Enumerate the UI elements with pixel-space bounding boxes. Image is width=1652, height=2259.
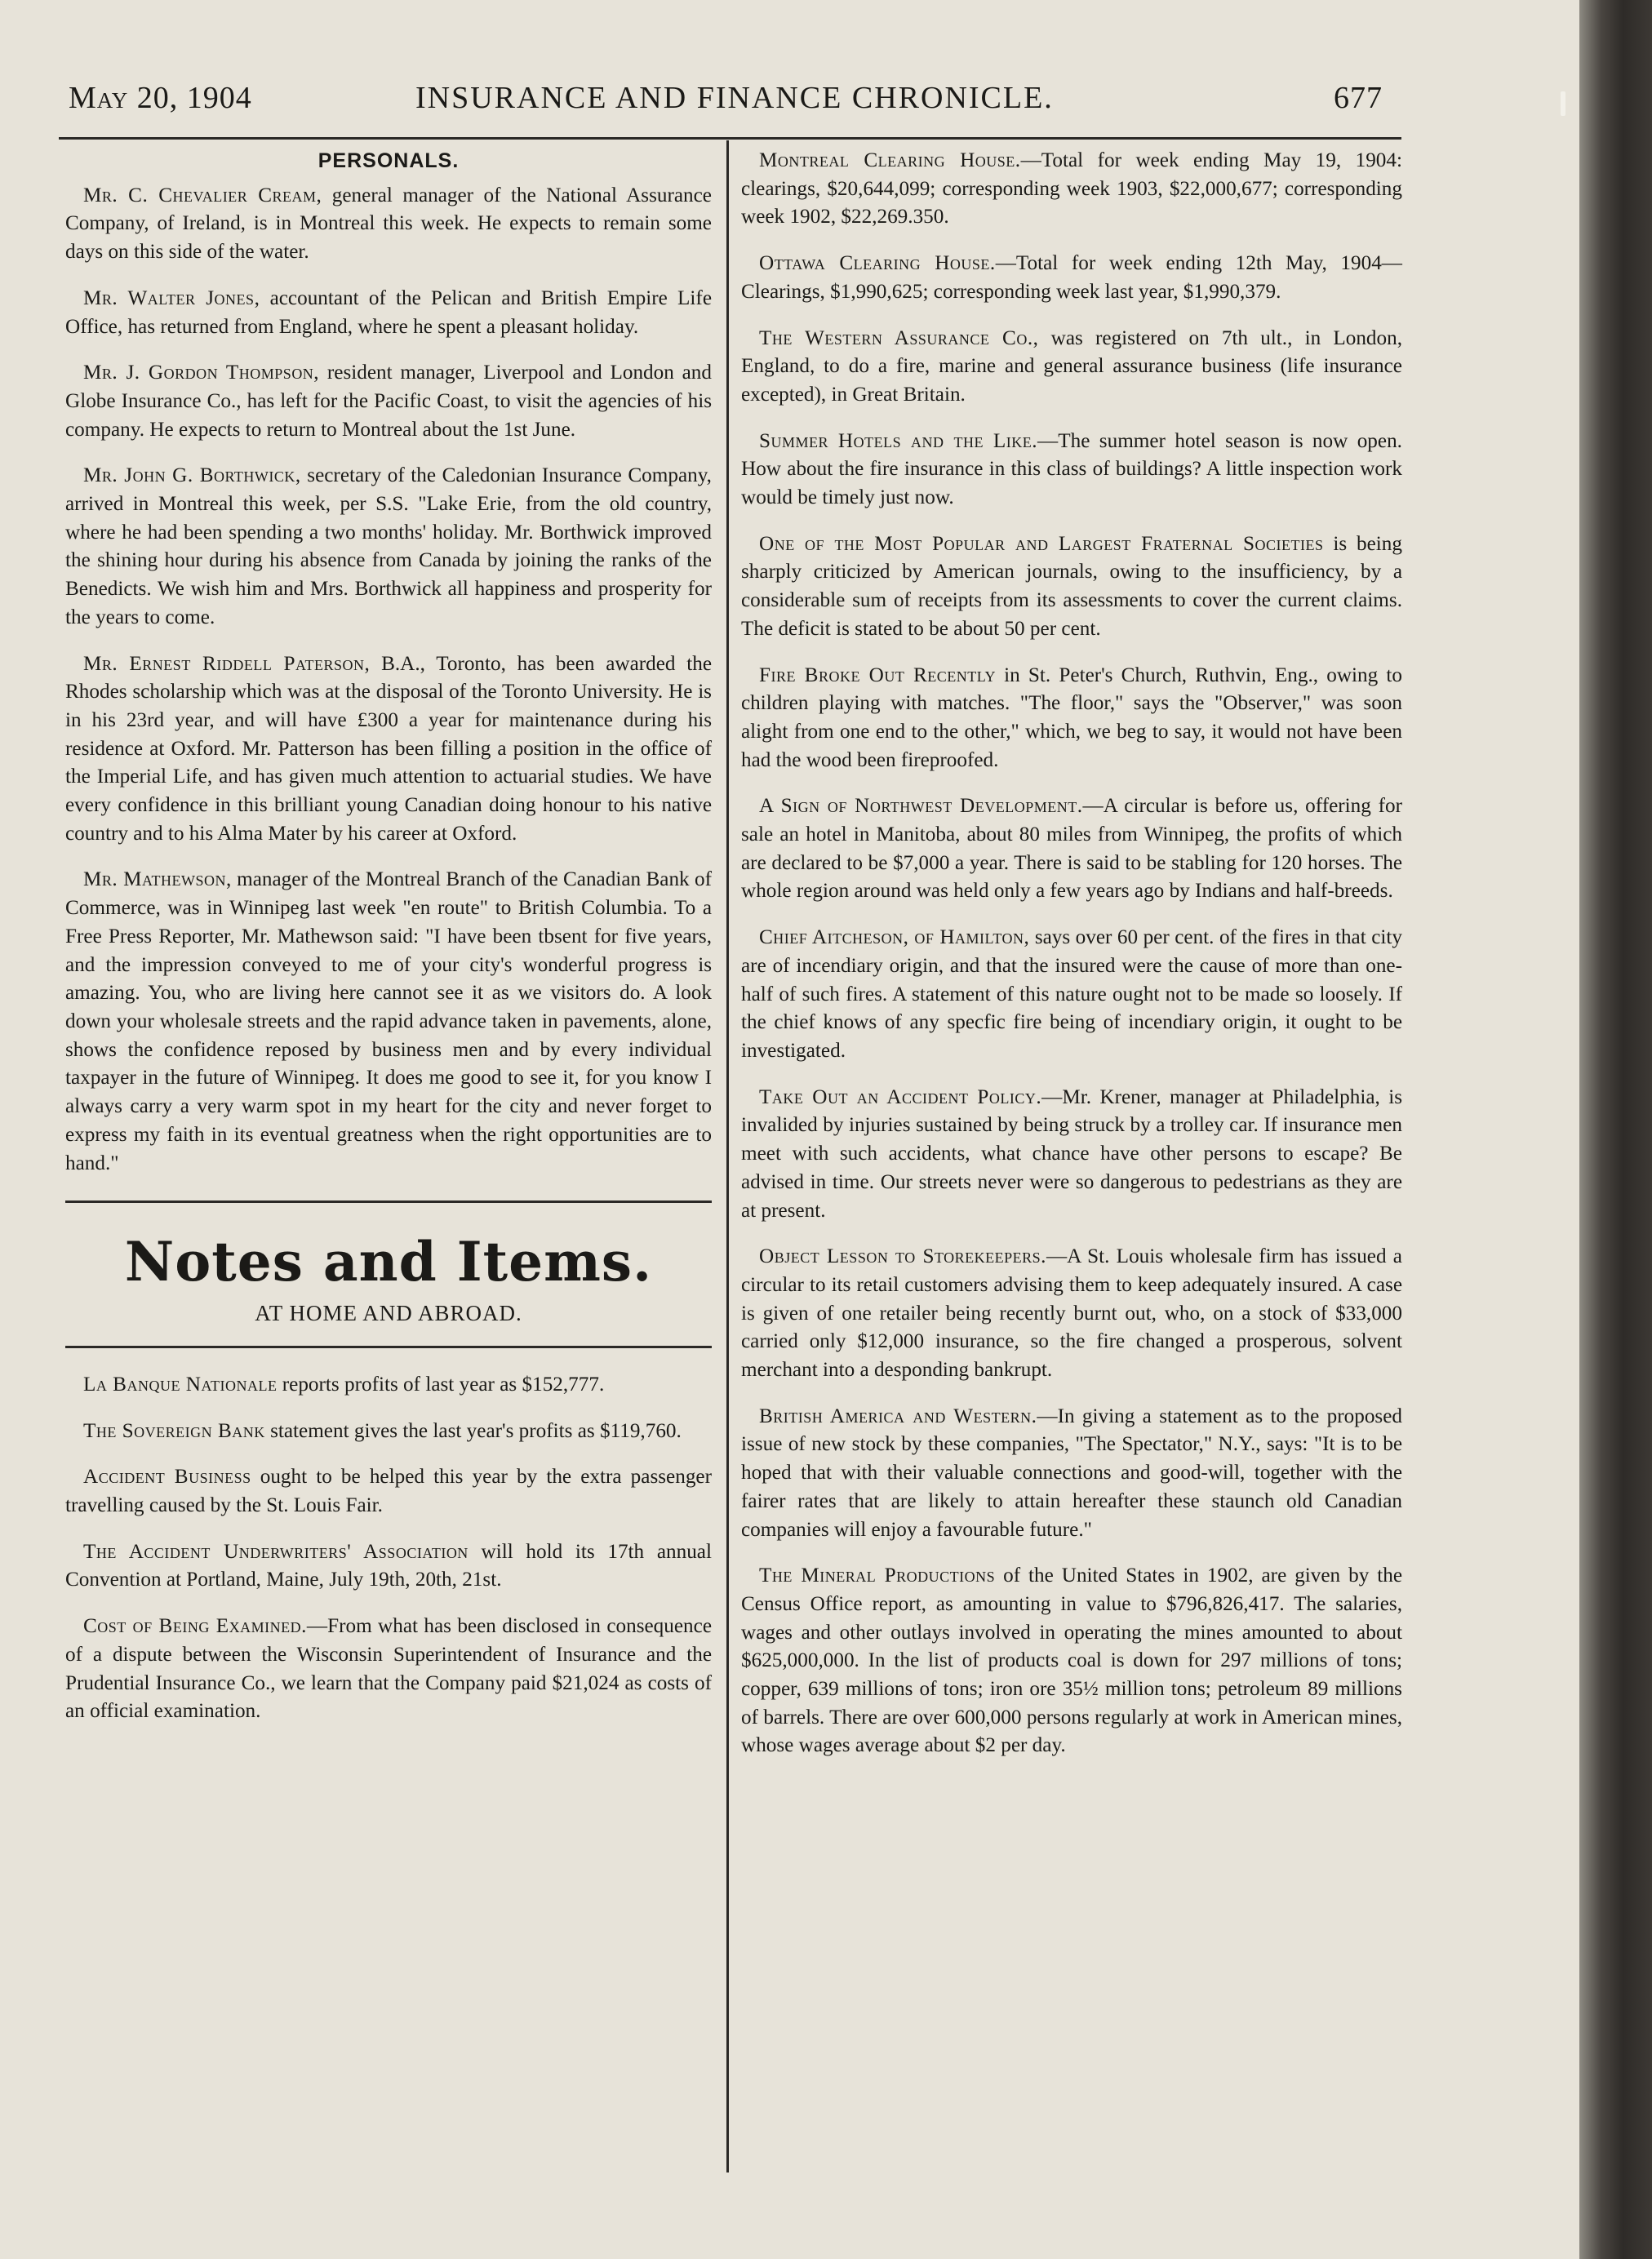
article-paragraph bbox=[65, 359, 712, 444]
item-body: will hold its 17th annual Convention at Portland, Maine, July 19th, 20th, 21st. bbox=[65, 1540, 712, 1591]
item-lead: The Accident Underwriters' Association bbox=[83, 1540, 469, 1563]
notes-heading: Notes and Items. bbox=[124, 1230, 653, 1294]
item-lead: The Mineral Productions bbox=[759, 1564, 996, 1587]
item-body: —A St. Louis wholesale firm has issued a circular to its retail customers advising them to keep adequately insured. A case is given of one retailer being recently burnt out, who, on a stock of $33,000 carried only $12,000 insurance, so the fire changed a prosperous, solvent merchant into a desponding bankrupt. bbox=[741, 1245, 1402, 1382]
publication-title: INSURANCE AND FINANCE CHRONICLE. bbox=[415, 81, 1054, 115]
personals-heading: PERSONALS. bbox=[318, 149, 460, 172]
page-header bbox=[69, 80, 1383, 121]
paragraph-body: manager of the Montreal Branch of the Canadian Bank of Commerce, was in Winnipeg last week "en route" to British Columbia. To a Free Press Reporter, Mr. Mathewson said: "I have been tbsent for five years, and the impression conveyed to me of your city's wonderful progress is amazing. You, who are living here cannot see it as we visitors do. A look down your wholesale streets and the rapid advance taken in pavements, alone, shows the confidence reposed by business men and by every individual taxpayer in the future of Winnipeg. It does me good to see it, for you know I always carry a very warm spot in my heart for the city and never forget to express my faith in its eventual greatness when the right opportunities are to hand." bbox=[65, 868, 712, 1174]
item-body: statement gives the last year's profits as $119,760. bbox=[264, 1419, 682, 1442]
column-divider bbox=[726, 140, 729, 2172]
item-lead: British America and Western. bbox=[759, 1405, 1037, 1427]
item-lead: Cost of Being Examined. bbox=[83, 1615, 307, 1638]
news-item bbox=[65, 1463, 712, 1520]
news-item bbox=[65, 1613, 712, 1726]
item-body: —Total for week ending May 19, 1904: clearings, $20,644,099; corresponding week 1903, $22,000,677; corresponding week 1902, $22,269.350. bbox=[741, 149, 1402, 229]
paragraph-body: B.A., Toronto, has been awarded the Rhodes scholarship which was at the disposal of the Toronto University. He is in his 23rd year, and will have £300 a year for maintenance during his residence at Oxford. Mr. Patterson has been filling a position in the office of the Imperial Life, and has given much attention to actuarial studies. We have every confidence in this brilliant young Canadian doing honour to his native country and to his Alma Mater by his career at Oxford. bbox=[65, 652, 712, 845]
page-number: 677 bbox=[1334, 81, 1383, 115]
article-paragraph bbox=[65, 285, 712, 341]
news-item bbox=[741, 924, 1402, 1066]
article-paragraph bbox=[65, 866, 712, 1178]
section-rule bbox=[65, 1201, 712, 1203]
item-body: of the United States in 1902, are given by the Census Office report, as amounting in value to $796,826,417. The salaries, wages and other outlays involved in operating the mines amounted to about $625,000,000. In the list of products coal is down for 297 millions of tons; copper, 639 millions of tons; iron ore 35½ million tons; petroleum 89 millions of barrels. There are over 600,000 persons regularly at work in American mines, whose wages average about $2 per day. bbox=[741, 1564, 1402, 1757]
item-body: ought to be helped this year by the extra passenger travelling caused by the St. Louis Fair. bbox=[65, 1466, 712, 1517]
news-item bbox=[741, 1243, 1402, 1385]
notes-subheading: AT HOME AND ABROAD. bbox=[255, 1301, 522, 1326]
item-lead: The Sovereign Bank bbox=[83, 1419, 265, 1442]
paragraph-lead: Mr. J. Gordon Thompson, bbox=[83, 362, 320, 384]
header-rule bbox=[59, 137, 1401, 140]
item-lead: Ottawa Clearing House. bbox=[759, 252, 996, 275]
news-item bbox=[65, 1538, 712, 1595]
item-body: says over 60 per cent. of the fires in that city are of incendiary origin, and that the insured were the cause of more than one-half of such fires. A statement of this nature ought not to be made so loosely. If the chief knows of any specfic fire being of incendiary origin, it ought to be investigated. bbox=[741, 926, 1402, 1062]
item-lead: A Sign of Northwest Development. bbox=[759, 795, 1083, 818]
item-lead: Accident Business bbox=[83, 1466, 251, 1489]
book-binding bbox=[1579, 0, 1652, 2259]
right-column bbox=[741, 147, 1402, 1778]
item-body: —From what has been disclosed in consequence of a dispute between the Wisconsin Superintendent of Insurance and the Prudential Insurance Co., we learn that the Company paid $21,024 as costs of an official examination. bbox=[65, 1615, 712, 1723]
news-item bbox=[741, 1084, 1402, 1226]
news-item bbox=[741, 1403, 1402, 1545]
item-lead: La Banque Nationale bbox=[83, 1373, 278, 1396]
news-item bbox=[741, 530, 1402, 644]
item-lead: Fire Broke Out Recently bbox=[759, 663, 996, 686]
news-item bbox=[741, 325, 1402, 410]
item-body: reports profits of last year as $152,777. bbox=[277, 1373, 605, 1396]
item-lead: Take Out an Accident Policy. bbox=[759, 1085, 1042, 1108]
item-lead: One of the Most Popular and Largest Fraternal Societies bbox=[759, 532, 1324, 555]
item-lead: Summer Hotels and the Like. bbox=[759, 429, 1038, 452]
item-body: was registered on 7th ult., in London, England, to do a fire, marine and general assurance business (life insurance excepted), in Great Britain. bbox=[741, 326, 1402, 406]
news-item bbox=[741, 792, 1402, 906]
news-item bbox=[741, 250, 1402, 306]
issue-date: May 20, 1904 bbox=[69, 81, 252, 115]
item-body: is being sharply criticized by American journals, owing to the insufficiency, by a considerable sum of receipts from its assessments to cover the current claims. The deficit is stated to be about 50 per cent. bbox=[741, 532, 1402, 640]
article-paragraph bbox=[65, 462, 712, 632]
item-lead: Chief Aitcheson, of Hamilton, bbox=[759, 926, 1030, 949]
item-body: —The summer hotel season is now open. How about the fire insurance in this class of buildings? A little inspection work would be timely just now. bbox=[741, 429, 1402, 509]
paragraph-lead: Mr. John G. Borthwick, bbox=[83, 464, 301, 487]
article-paragraph bbox=[65, 182, 712, 267]
paragraph-lead: Mr. Walter Jones, bbox=[83, 286, 260, 309]
news-item bbox=[741, 1562, 1402, 1760]
paragraph-lead: Mr. Mathewson, bbox=[83, 868, 232, 891]
paragraph-body: accountant of the Pelican and British Empire Life Office, has returned from England, where he spent a pleasant holiday. bbox=[65, 286, 712, 338]
binding-mark bbox=[1561, 91, 1565, 116]
article-paragraph bbox=[65, 650, 712, 849]
news-item bbox=[741, 147, 1402, 232]
item-body: —Mr. Krener, manager at Philadelphia, is invalided by injuries sustained by being struck by a trolley car. If insurance men meet with such accidents, what chance have other persons to escape? Be advised in time. Our streets never were so dangerous to pedestrians as they are at present. bbox=[741, 1085, 1402, 1222]
news-item bbox=[741, 428, 1402, 513]
paragraph-lead: Mr. C. Chevalier Cream, bbox=[83, 184, 322, 206]
item-body: —In giving a statement as to the proposed issue of new stock by these companies, "The Spectator," N.Y., says: "It is to be hoped that with their valuable connections and good-will, together with the fairer rates that are likely to attain hereafter these staunch old Canadian companies will enjoy a favourable future." bbox=[741, 1405, 1402, 1541]
news-item bbox=[741, 662, 1402, 775]
news-item bbox=[65, 1371, 712, 1400]
news-item bbox=[65, 1418, 712, 1446]
item-lead: Object Lesson to Storekeepers. bbox=[759, 1245, 1046, 1268]
item-lead: The Western Assurance Co., bbox=[759, 326, 1039, 349]
paragraph-body: general manager of the National Assurance Company, of Ireland, is in Montreal this week. He expects to remain some days on this side of the water. bbox=[65, 184, 712, 264]
item-body: —A circular is before us, offering for sale an hotel in Manitoba, about 80 miles from Winnipeg, the profits of which are declared to be $7,000 a year. There is said to be stabling for 120 horses. The whole region around was held only a few years ago by Indians and half-breeds. bbox=[741, 795, 1402, 903]
paragraph-lead: Mr. Ernest Riddell Paterson, bbox=[83, 652, 371, 675]
left-column bbox=[65, 147, 712, 1744]
paragraph-body: secretary of the Caledonian Insurance Company, arrived in Montreal this week, per S.S. "Lake Erie, from the old country, where he had been spending a two months' holiday. Mr. Borthwick improved the shining hour during his absence from Canada by joining the ranks of the Benedicts. We wish him and Mrs. Borthwick all happiness and prosperity for the years to come. bbox=[65, 464, 712, 628]
item-body: —Total for week ending 12th May, 1904—Clearings, $1,990,625; corresponding week last year, $1,990,379. bbox=[741, 252, 1402, 303]
item-lead: Montreal Clearing House. bbox=[759, 149, 1021, 171]
notes-rule bbox=[65, 1346, 712, 1348]
paragraph-body: resident manager, Liverpool and London and Globe Insurance Co., has left for the Pacific Coast, to visit the agencies of his company. He expects to return to Montreal about the 1st June. bbox=[65, 362, 712, 441]
item-body: in St. Peter's Church, Ruthvin, Eng., owing to children playing with matches. "The floor," says the "Observer," was soon alight from one end to the other," which, we beg to say, it would not have been had the wood been fireproofed. bbox=[741, 663, 1402, 771]
